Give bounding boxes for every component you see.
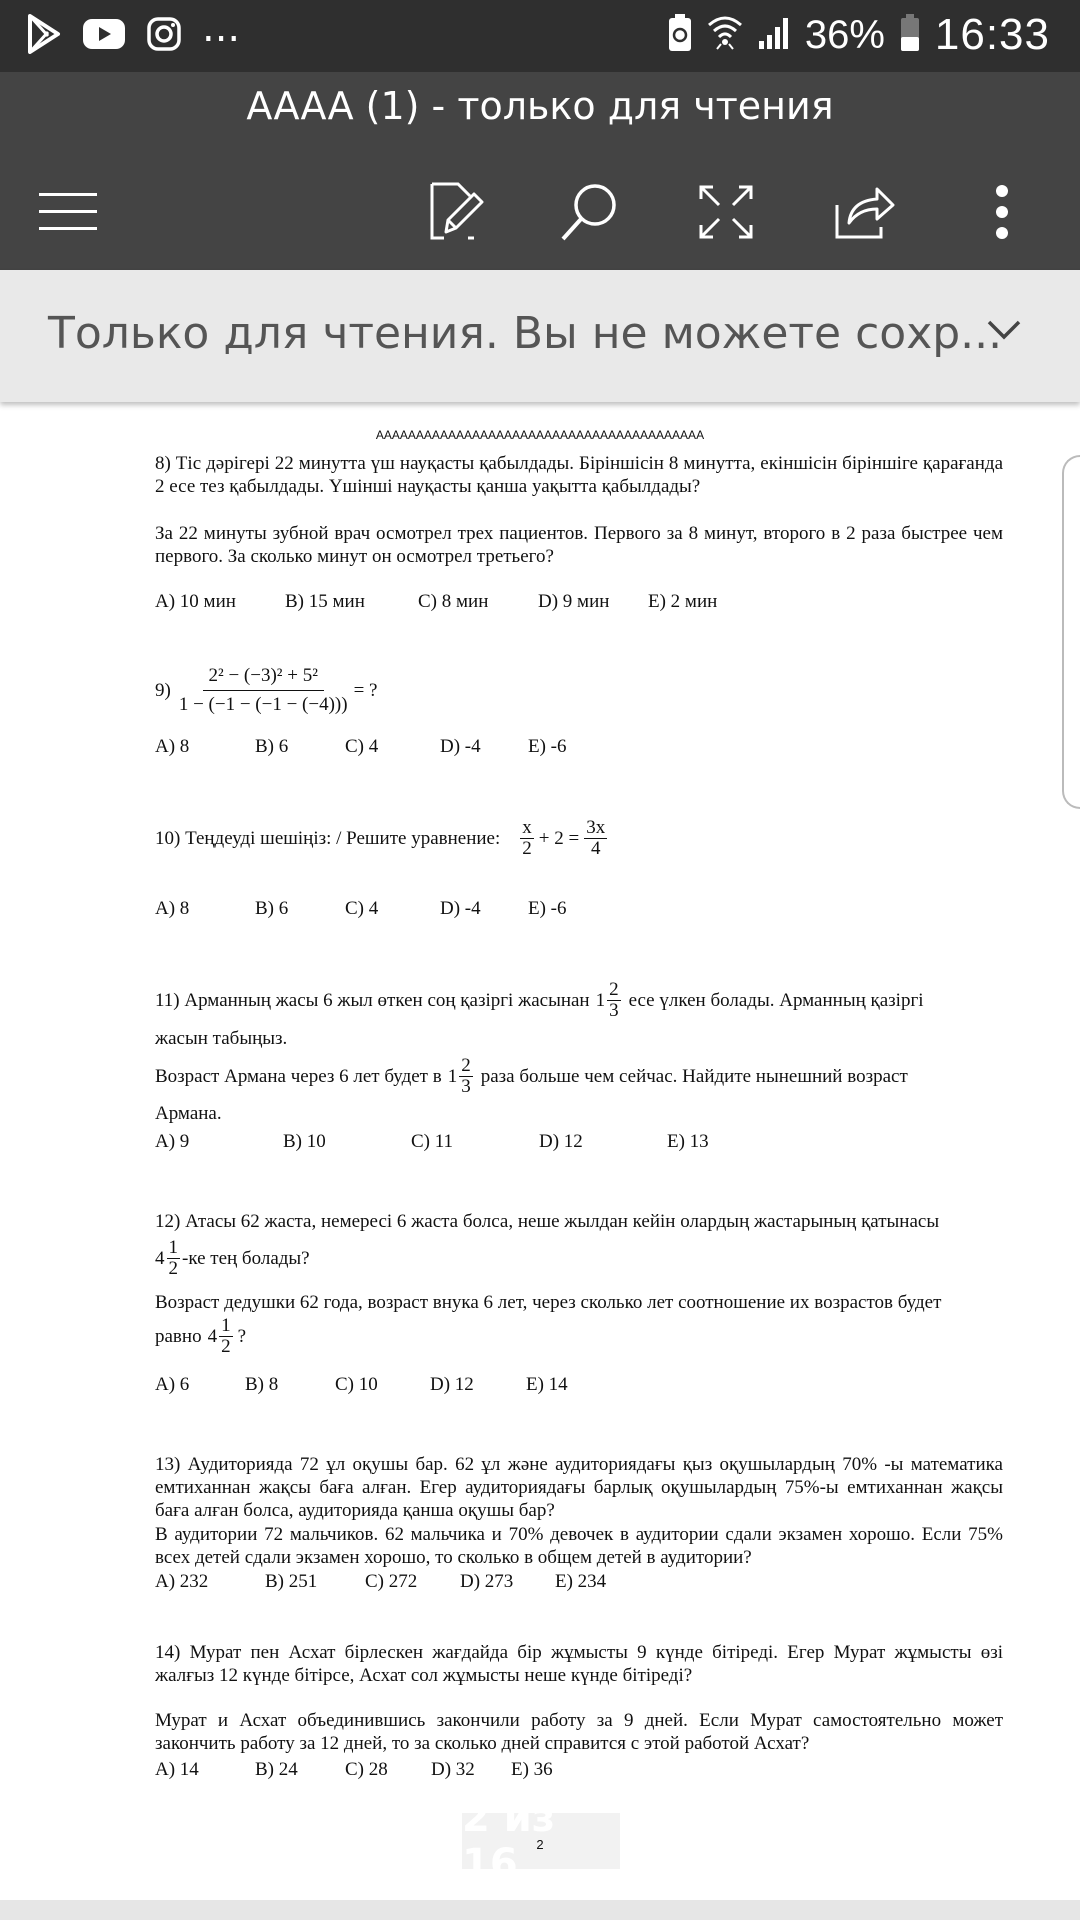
mixed-whole: 1 <box>447 1066 458 1087</box>
option-c: C) 4 <box>345 736 379 757</box>
option-e: E) -6 <box>528 898 567 919</box>
question-13-ru: В аудитории 72 мальчиков. 62 мальчика и 70% девочек в аудитории сдали экзамен хорошо. Если 75% всех детей сдали экзамен хорошо, то сколько в общем детей в аудитории? <box>155 1524 1003 1568</box>
question-8-kz: 8) Тіс дәрігері 22 минутта үш науқасты қабылдады. Біріншісін 8 минутта, екіншісін біріншіге қарағанда 2 есе тез қабылдады. Үшінші науқасты қанша уақытта қабылдады? <box>155 453 1003 497</box>
mixed-den: 2 <box>221 1336 231 1357</box>
option-e: E) 36 <box>511 1759 553 1780</box>
question-10 <box>155 818 1003 859</box>
option-a: A) 14 <box>155 1759 199 1780</box>
search-icon[interactable] <box>550 172 630 252</box>
question-12-ru-line2 <box>155 1316 1003 1357</box>
question-12-kz-line2 <box>155 1238 1003 1279</box>
more-vert-icon[interactable] <box>962 172 1042 252</box>
mixed-num: 1 <box>168 1237 178 1258</box>
question-13-kz: 13) Аудиторияда 72 ұл оқушы бар. 62 ұл және аудиториядағы қыз оқушылардың 70% -ы математика емтиханнан жақсы баға алған. Егер аудиториядағы барлық оқушылардың 75%-ы емтиханнан жақсы баға алған болса, аудиторияда қанша оқушы бар? <box>155 1454 1003 1521</box>
clock: 16:33 <box>934 10 1050 59</box>
option-e: E) 14 <box>526 1374 568 1395</box>
question-12-kz-a: 12) Атасы 62 жаста, немересі 6 жаста болса, неше жылдан кейін олардың жастарының қатынасы <box>155 1211 940 1232</box>
question-10-mid: + 2 = <box>538 828 580 849</box>
option-b: B) 251 <box>265 1571 318 1592</box>
question-12-ru-c: ? <box>237 1326 247 1347</box>
fullscreen-icon[interactable] <box>686 172 766 252</box>
question-10-options <box>155 897 567 920</box>
mixed-num: 1 <box>221 1315 231 1336</box>
option-b: B) 6 <box>255 898 289 919</box>
option-d: D) 12 <box>430 1374 474 1395</box>
instagram-icon <box>146 16 182 56</box>
mixed-num: 2 <box>461 1055 471 1076</box>
page-header: AAAAAAAAAAAAAAAAAAAAAAAAAAAAAAAAAAAAAAAAA <box>375 428 705 442</box>
option-d: D) 32 <box>431 1759 475 1780</box>
mixed-den: 3 <box>609 1000 619 1021</box>
question-11-kz-c: жасын табыңыз. <box>155 1028 288 1049</box>
question-14-options <box>155 1758 553 1781</box>
question-11-ru-c: Армана. <box>155 1103 222 1124</box>
question-10-left-den: 2 <box>522 838 532 859</box>
question-8-ru: За 22 минуты зубной врач осмотрел трех пациентов. Первого за 8 минут, второго в 2 раза быстрее чем первого. За сколько минут он осмотрел третьего? <box>155 523 1003 567</box>
option-c: C) 10 <box>335 1374 378 1395</box>
question-9-fraction <box>179 662 348 719</box>
option-b: B) 8 <box>245 1374 279 1395</box>
page-indicator: 2 из 16 <box>462 1813 620 1869</box>
option-b: B) 10 <box>283 1131 326 1152</box>
mixed-whole: 4 <box>207 1326 218 1347</box>
chevron-down-icon[interactable] <box>986 318 1022 346</box>
option-c: C) 28 <box>345 1759 388 1780</box>
option-a: A) 6 <box>155 1374 190 1395</box>
question-9-options <box>155 735 567 758</box>
mixed-fraction <box>459 1056 473 1097</box>
mixed-den: 2 <box>168 1258 178 1279</box>
question-14-ru: Мурат и Асхат объединившись закончили работу за 9 дней. Если Мурат самостоятельно может закончить работу за 12 дней, то за сколько дней справится с этой работой Асхат? <box>155 1710 1003 1754</box>
option-d: D) -4 <box>440 736 481 757</box>
read-only-banner[interactable] <box>0 270 1080 402</box>
question-10-left-fraction <box>520 818 534 859</box>
youtube-icon <box>82 17 126 55</box>
status-bar <box>0 0 1080 72</box>
question-11-ru-line1 <box>155 1056 1003 1097</box>
battery-saver-icon <box>667 13 693 58</box>
question-10-right-den: 4 <box>590 838 601 859</box>
question-10-right-num: 3x <box>586 817 606 838</box>
wifi-icon <box>707 13 743 58</box>
question-8-options <box>155 590 717 613</box>
option-e: E) 234 <box>555 1571 607 1592</box>
question-11-mixed-number-ru <box>448 1056 475 1097</box>
question-12-mixed-number <box>155 1238 182 1279</box>
mixed-fraction <box>607 980 621 1021</box>
page-number: 2 <box>536 1837 544 1852</box>
option-c: C) 8 мин <box>418 591 489 612</box>
option-a: A) 9 <box>155 1131 190 1152</box>
question-11-options <box>155 1130 709 1153</box>
document-page[interactable] <box>0 410 1080 1900</box>
page-gap <box>0 1900 1080 1920</box>
option-c: C) 11 <box>411 1131 454 1152</box>
mixed-den: 3 <box>461 1076 471 1097</box>
document-title: AAAA (1) - только для чтения <box>246 84 834 128</box>
option-d: D) 273 <box>460 1571 514 1592</box>
mixed-num: 2 <box>609 979 619 1000</box>
question-13-options <box>155 1570 606 1593</box>
option-a: A) 10 мин <box>155 591 236 612</box>
question-12-options <box>155 1373 568 1396</box>
question-9-label: 9) <box>155 680 171 701</box>
option-b: B) 24 <box>255 1759 298 1780</box>
mixed-fraction <box>167 1238 181 1279</box>
option-d: D) 9 мин <box>538 591 610 612</box>
battery-icon <box>899 13 921 58</box>
option-c: C) 272 <box>365 1571 418 1592</box>
question-11-kz-b: есе үлкен болады. Арманның қазіргі <box>628 990 924 1011</box>
mixed-whole: 1 <box>595 990 606 1011</box>
question-9-numerator: 2² − (−3)² + 5² <box>203 662 324 691</box>
menu-icon[interactable] <box>28 172 108 252</box>
app-toolbar <box>0 72 1080 270</box>
option-b: B) 6 <box>255 736 289 757</box>
signal-icon <box>757 15 791 56</box>
question-12-ru-a: Возраст дедушки 62 года, возраст внука 6 лет, через сколько лет соотношение их возрастов будет <box>155 1292 942 1313</box>
question-11-ru-a: Возраст Армана через 6 лет будет в <box>155 1066 442 1087</box>
question-10-left-num: x <box>522 817 532 838</box>
option-e: E) -6 <box>528 736 567 757</box>
question-9-denominator: 1 − (−1 − (−1 − (−4))) <box>178 694 348 715</box>
question-12-mixed-number-ru <box>208 1316 235 1357</box>
mixed-whole: 4 <box>155 1248 165 1269</box>
option-a: A) 232 <box>155 1571 209 1592</box>
option-e: E) 2 мин <box>648 591 718 612</box>
edit-icon[interactable] <box>414 172 494 252</box>
question-9-tail: = ? <box>353 680 378 701</box>
question-11-kz-line1 <box>155 980 1003 1021</box>
question-10-right-fraction <box>584 818 607 859</box>
question-9 <box>155 662 1003 719</box>
option-a: A) 8 <box>155 898 190 919</box>
question-11-ru-b: раза больше чем сейчас. Найдите нынешний возраст <box>480 1066 908 1087</box>
option-b: B) 15 мин <box>285 591 365 612</box>
question-10-text: 10) Теңдеуді шешіңіз: / Решите уравнение: <box>155 828 501 849</box>
option-d: D) 12 <box>539 1131 583 1152</box>
play-store-icon <box>26 14 62 58</box>
question-12-ru-b: равно <box>155 1326 202 1347</box>
share-icon[interactable] <box>824 172 904 252</box>
question-14-kz: 14) Мурат пен Асхат бірлескен жағдайда бір жұмысты 9 күнде бітіреді. Егер Мурат жұмысты өзі жалғыз 12 күнде бітірсе, Асхат сол жұмысты неше күнде бітіреді? <box>155 1642 1003 1686</box>
question-12-kz-b: -ке тең болады? <box>182 1248 310 1269</box>
option-c: C) 4 <box>345 898 379 919</box>
more-notifications: ... <box>202 5 241 51</box>
option-d: D) -4 <box>440 898 481 919</box>
banner-text: Только для чтения. Вы не можете сохр... <box>48 308 1003 359</box>
scroll-handle[interactable] <box>1062 455 1080 809</box>
option-a: A) 8 <box>155 736 190 757</box>
mixed-fraction <box>219 1316 233 1357</box>
option-e: E) 13 <box>667 1131 709 1152</box>
question-11-kz-a: 11) Арманның жасы 6 жыл өткен соң қазіргі жасынан <box>155 990 590 1011</box>
question-11-mixed-number <box>596 980 623 1021</box>
battery-percent: 36% <box>804 12 885 57</box>
